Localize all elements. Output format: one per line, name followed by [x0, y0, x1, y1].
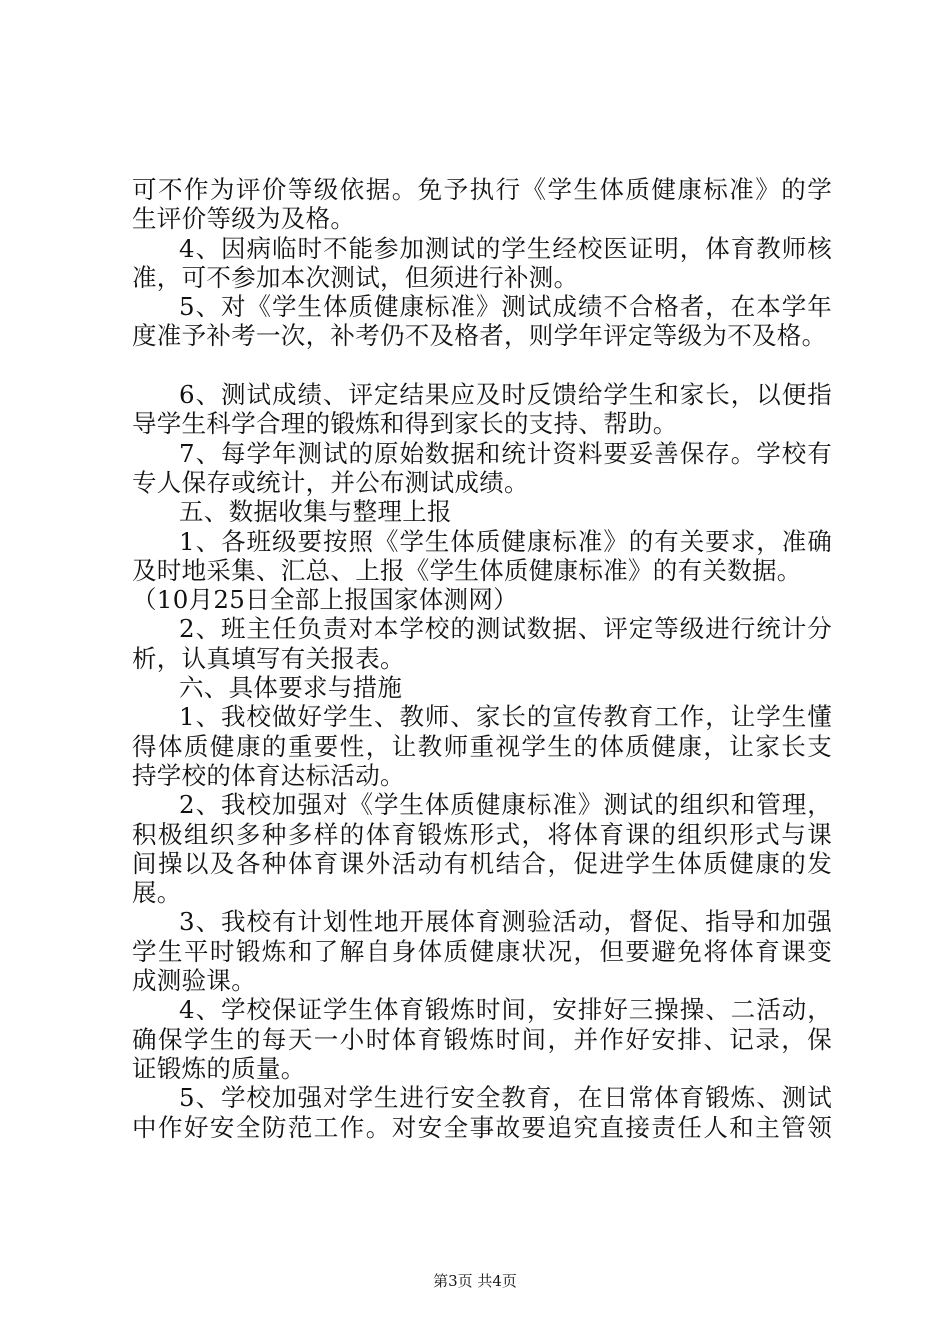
text-line: 证锻炼的质量。 [132, 1053, 306, 1083]
text-line: 1、各班级要按照《学生体质健康标准》的有关要求，准确 [179, 526, 832, 556]
text-line: 积极组织多种多样的体育锻炼形式，将体育课的组织形式与课 [132, 819, 832, 849]
page-number-footer: 第3页 共4页 [433, 1272, 517, 1290]
text-line: 中作好安全防范工作。对安全事故要追究直接责任人和主管领 [132, 1112, 832, 1142]
text-line: 成测验课。 [132, 966, 256, 996]
document-body [132, 175, 832, 1142]
text-line: 可不作为评价等级依据。免予执行《学生体质健康标准》的学 [132, 175, 832, 204]
text-line: 准，可不参加本次测试，但须进行补测。 [132, 262, 579, 292]
section-heading: 六、具体要求与措施 [179, 673, 403, 703]
text-line: 析，认真填写有关报表。 [132, 643, 405, 673]
section-heading: 五、数据收集与整理上报 [179, 497, 452, 527]
text-line: 专人保存或统计，并公布测试成绩。 [132, 467, 529, 497]
text-line: 展。 [132, 878, 182, 908]
text-line: 度准予补考一次，补考仍不及格者，则学年评定等级为不及格。 [132, 321, 827, 351]
text-line: 6、测试成绩、评定结果应及时反馈给学生和家长，以便指 [179, 380, 832, 410]
text-line: 1、我校做好学生、教师、家长的宣传教育工作，让学生懂 [179, 702, 832, 732]
text-line: 导学生科学合理的锻炼和得到家长的支持、帮助。 [132, 409, 678, 439]
text-line: 2、我校加强对《学生体质健康标准》测试的组织和管理， [179, 790, 832, 820]
text-line: 间操以及各种体育课外活动有机结合，促进学生体质健康的发 [132, 848, 832, 878]
text-line: 5、学校加强对学生进行安全教育，在日常体育锻炼、测试 [179, 1083, 832, 1113]
text-line: 及时地采集、汇总、上报《学生体质健康标准》的有关数据。 [132, 555, 802, 585]
text-line: 4、学校保证学生体育锻炼时间，安排好三操操、二活动， [179, 995, 832, 1025]
text-line: （10月25日全部上报国家体测网） [132, 585, 518, 615]
text-line: 生评价等级为及格。 [132, 204, 356, 234]
paragraph-gap [132, 351, 832, 380]
text-line: 确保学生的每天一小时体育锻炼时间，并作好安排、记录，保 [132, 1024, 832, 1054]
text-line: 学生平时锻炼和了解自身体质健康状况，但要避免将体育课变 [132, 936, 832, 966]
text-line: 得体质健康的重要性，让教师重视学生的体质健康，让家长支 [132, 731, 832, 761]
text-line: 5、对《学生体质健康标准》测试成绩不合格者，在本学年 [179, 292, 832, 322]
text-line: 3、我校有计划性地开展体育测验活动，督促、指导和加强 [179, 907, 832, 937]
text-line: 7、每学年测试的原始数据和统计资料要妥善保存。学校有 [179, 438, 832, 468]
text-line: 2、班主任负责对本学校的测试数据、评定等级进行统计分 [179, 614, 832, 644]
text-line: 持学校的体育达标活动。 [132, 760, 405, 790]
text-line: 4、因病临时不能参加测试的学生经校医证明，体育教师核 [179, 233, 832, 263]
